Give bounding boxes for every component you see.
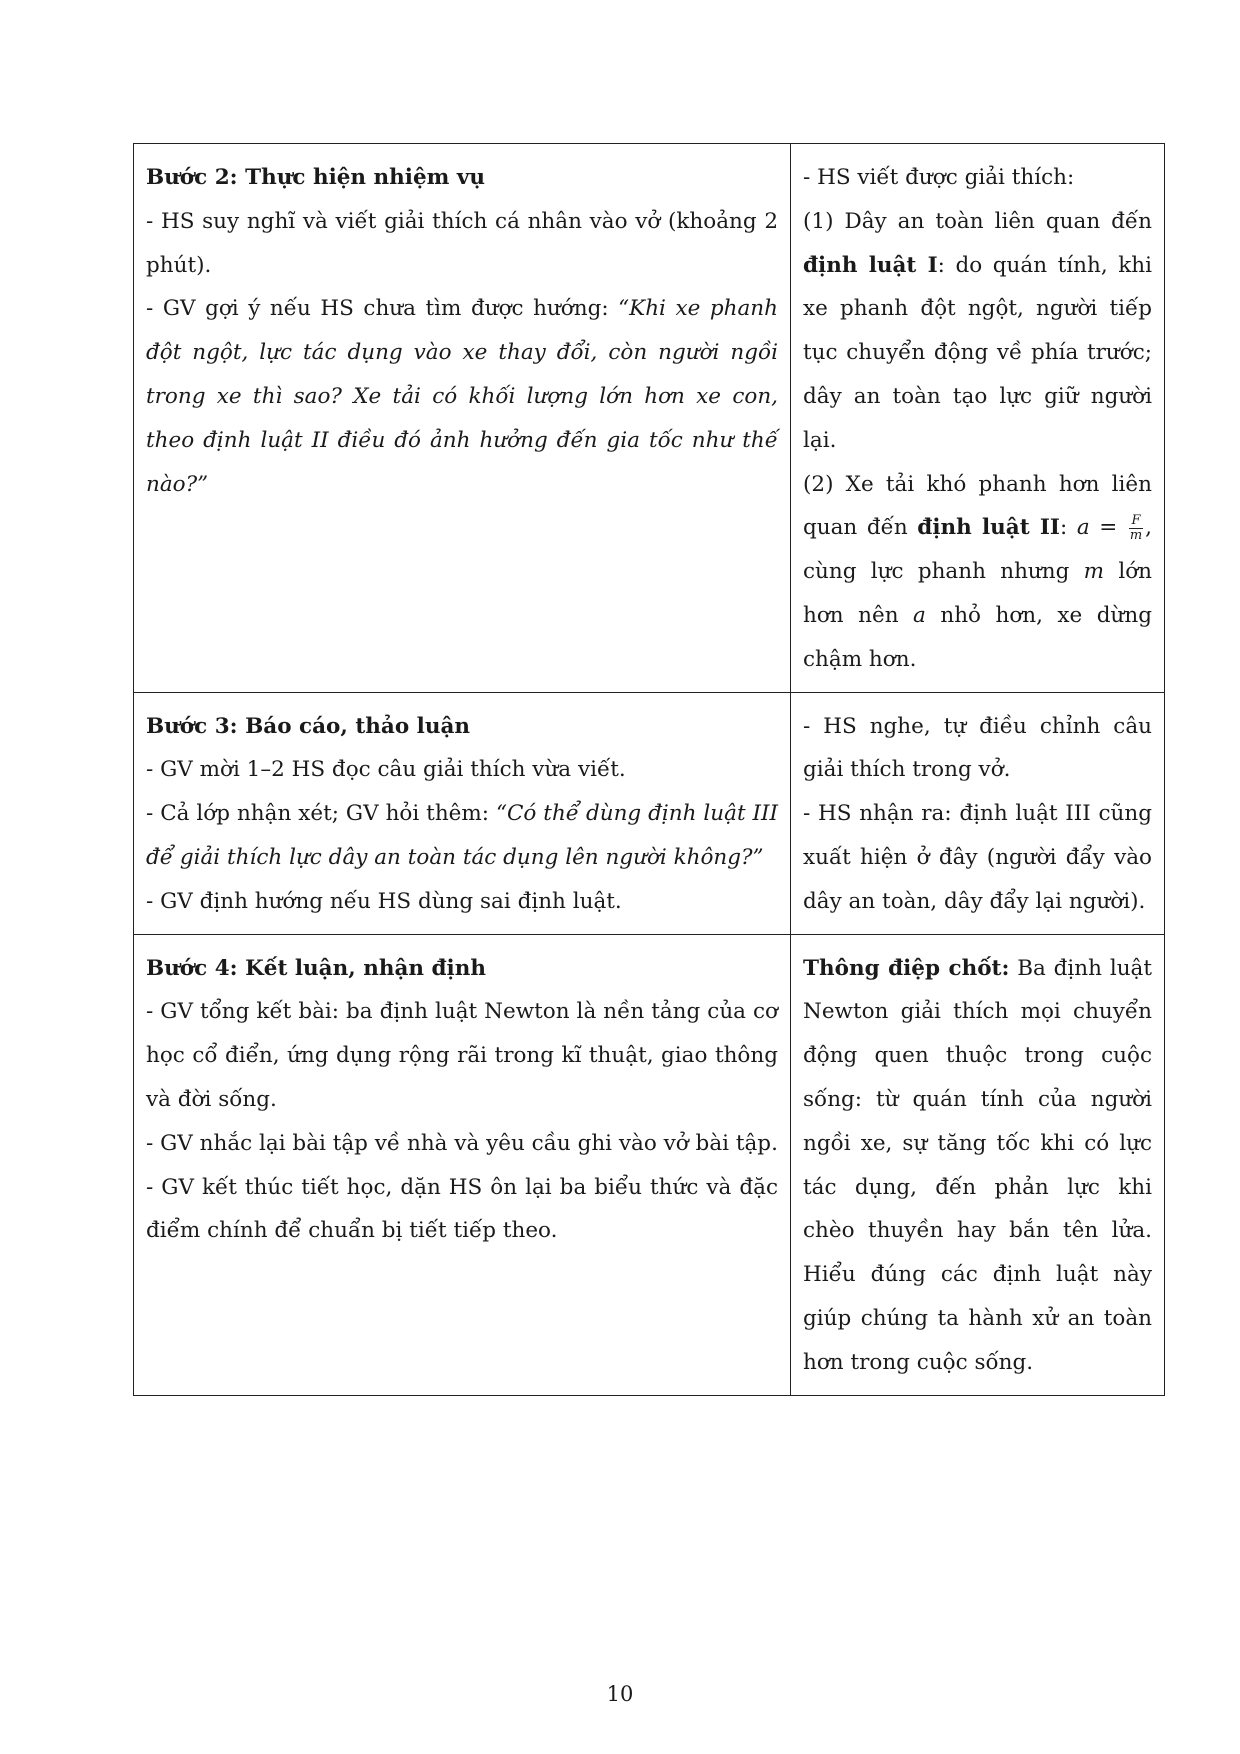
fraction-force-over-mass (1129, 514, 1143, 543)
math-mass: m (1083, 559, 1105, 585)
step-2-result-cell (791, 144, 1165, 693)
step-2-item-1-law: định luật I (803, 252, 938, 278)
step-2-hint-quote: “Khi xe phanh đột ngột, lực tác dụng vào xe thay đổi, còn người ngồi trong xe thì sao? Xe tải có khối lượng lớn hơn xe con, theo định luật II điều đó ảnh hưởng đến gia tốc như thế nào?” (146, 296, 779, 497)
step-4-result-cell (791, 934, 1165, 1395)
step-3-paragraph-2 (146, 792, 778, 880)
step-2-item-2-law: định luật II (917, 515, 1060, 541)
step-3-paragraph-1: - GV mời 1–2 HS đọc câu giải thích vừa viết. (146, 757, 626, 783)
fraction-denominator: m (1129, 527, 1143, 543)
key-message (803, 947, 1152, 1385)
step-2-hint-prefix: - GV gợi ý nếu HS chưa tìm được hướng: (146, 296, 619, 322)
step-2-item-1-suffix: : do quán tính, khi xe phanh đột ngột, người tiếp tục chuyển động về phía trước; dây an toàn tạo lực giữ người lại. (803, 252, 1153, 453)
math-equals: = (1089, 515, 1127, 541)
step-2-heading: Bước 2: Thực hiện nhiệm vụ (146, 165, 486, 190)
math-acceleration: a (1076, 515, 1090, 541)
table-row-step-3 (134, 692, 1165, 934)
step-3-result-1: - HS nghe, tự điều chỉnh câu giải thích trong vở. (803, 713, 1152, 783)
step-2-item-1-prefix: (1) Dây an toàn liên quan đến (803, 208, 1152, 234)
fraction-numerator: F (1129, 514, 1143, 529)
step-2-result-item-1 (803, 200, 1152, 463)
key-message-text: Ba định luật Newton giải thích mọi chuyển động quen thuộc trong cuộc sống: từ quán tính của người ngồi xe, sự tăng tốc khi có lực tác dụng, đến phản lực khi chèo thuyền hay bắn tên lửa. Hiểu đúng các định luật này giúp chúng ta hành xử an toàn hơn trong cuộc sống. (803, 955, 1153, 1375)
step-2-item-2-suffix: nhỏ hơn, xe dừng chậm hơn. (803, 602, 1152, 672)
step-4-paragraph-3: - GV kết thúc tiết học, dặn HS ôn lại ba biểu thức và đặc điểm chính để chuẩn bị tiết tiếp theo. (146, 1174, 778, 1244)
step-2-result-item-2 (803, 463, 1152, 682)
step-3-paragraph-3: - GV định hướng nếu HS dùng sai định luật. (146, 888, 622, 914)
step-3-question-quote: “Có thể dùng định luật III để giải thích lực dây an toàn tác dụng lên người không?” (146, 801, 778, 870)
step-2-paragraph-2 (146, 287, 778, 506)
step-2-paragraph-1: - HS suy nghĩ và viết giải thích cá nhân vào vở (khoảng 2 phút). (146, 208, 778, 278)
step-2-item-2-mid2: lớn hơn nên (803, 559, 1152, 628)
step-2-item-2-colon: : (1060, 515, 1077, 541)
step-2-activity-cell (134, 144, 791, 693)
step-3-activity-cell (134, 692, 791, 934)
step-2-item-2-prefix: (2) Xe tải khó phanh hơn liên quan đến (803, 471, 1152, 541)
step-2-result-intro: - HS viết được giải thích: (803, 165, 1075, 190)
step-4-paragraph-1: - GV tổng kết bài: ba định luật Newton là nền tảng của cơ học cổ điển, ứng dụng rộng rãi trong kĩ thuật, giao thông và đời sống. (146, 999, 778, 1112)
step-3-question-prefix: - Cả lớp nhận xét; GV hỏi thêm: (146, 801, 496, 827)
lesson-table (133, 143, 1165, 1396)
step-3-result-cell (791, 692, 1165, 934)
step-4-paragraph-2: - GV nhắc lại bài tập về nhà và yêu cầu ghi vào vở bài tập. (146, 1130, 778, 1156)
step-2-item-2-mid: , cùng lực phanh nhưng (803, 515, 1153, 585)
table-row-step-2 (134, 144, 1165, 693)
key-message-label: Thông điệp chốt: (803, 955, 1010, 981)
step-3-result-2: - HS nhận ra: định luật III cũng xuất hiện ở đây (người đẩy vào dây an toàn, dây đẩy lại người). (803, 801, 1152, 914)
page-number: 10 (606, 1682, 634, 1706)
step-4-activity-cell (134, 934, 791, 1395)
math-acceleration-2: a (913, 602, 926, 628)
step-4-heading: Bước 4: Kết luận, nhận định (146, 955, 486, 981)
table-row-step-4 (134, 934, 1165, 1395)
step-3-heading: Bước 3: Báo cáo, thảo luận (146, 713, 471, 739)
